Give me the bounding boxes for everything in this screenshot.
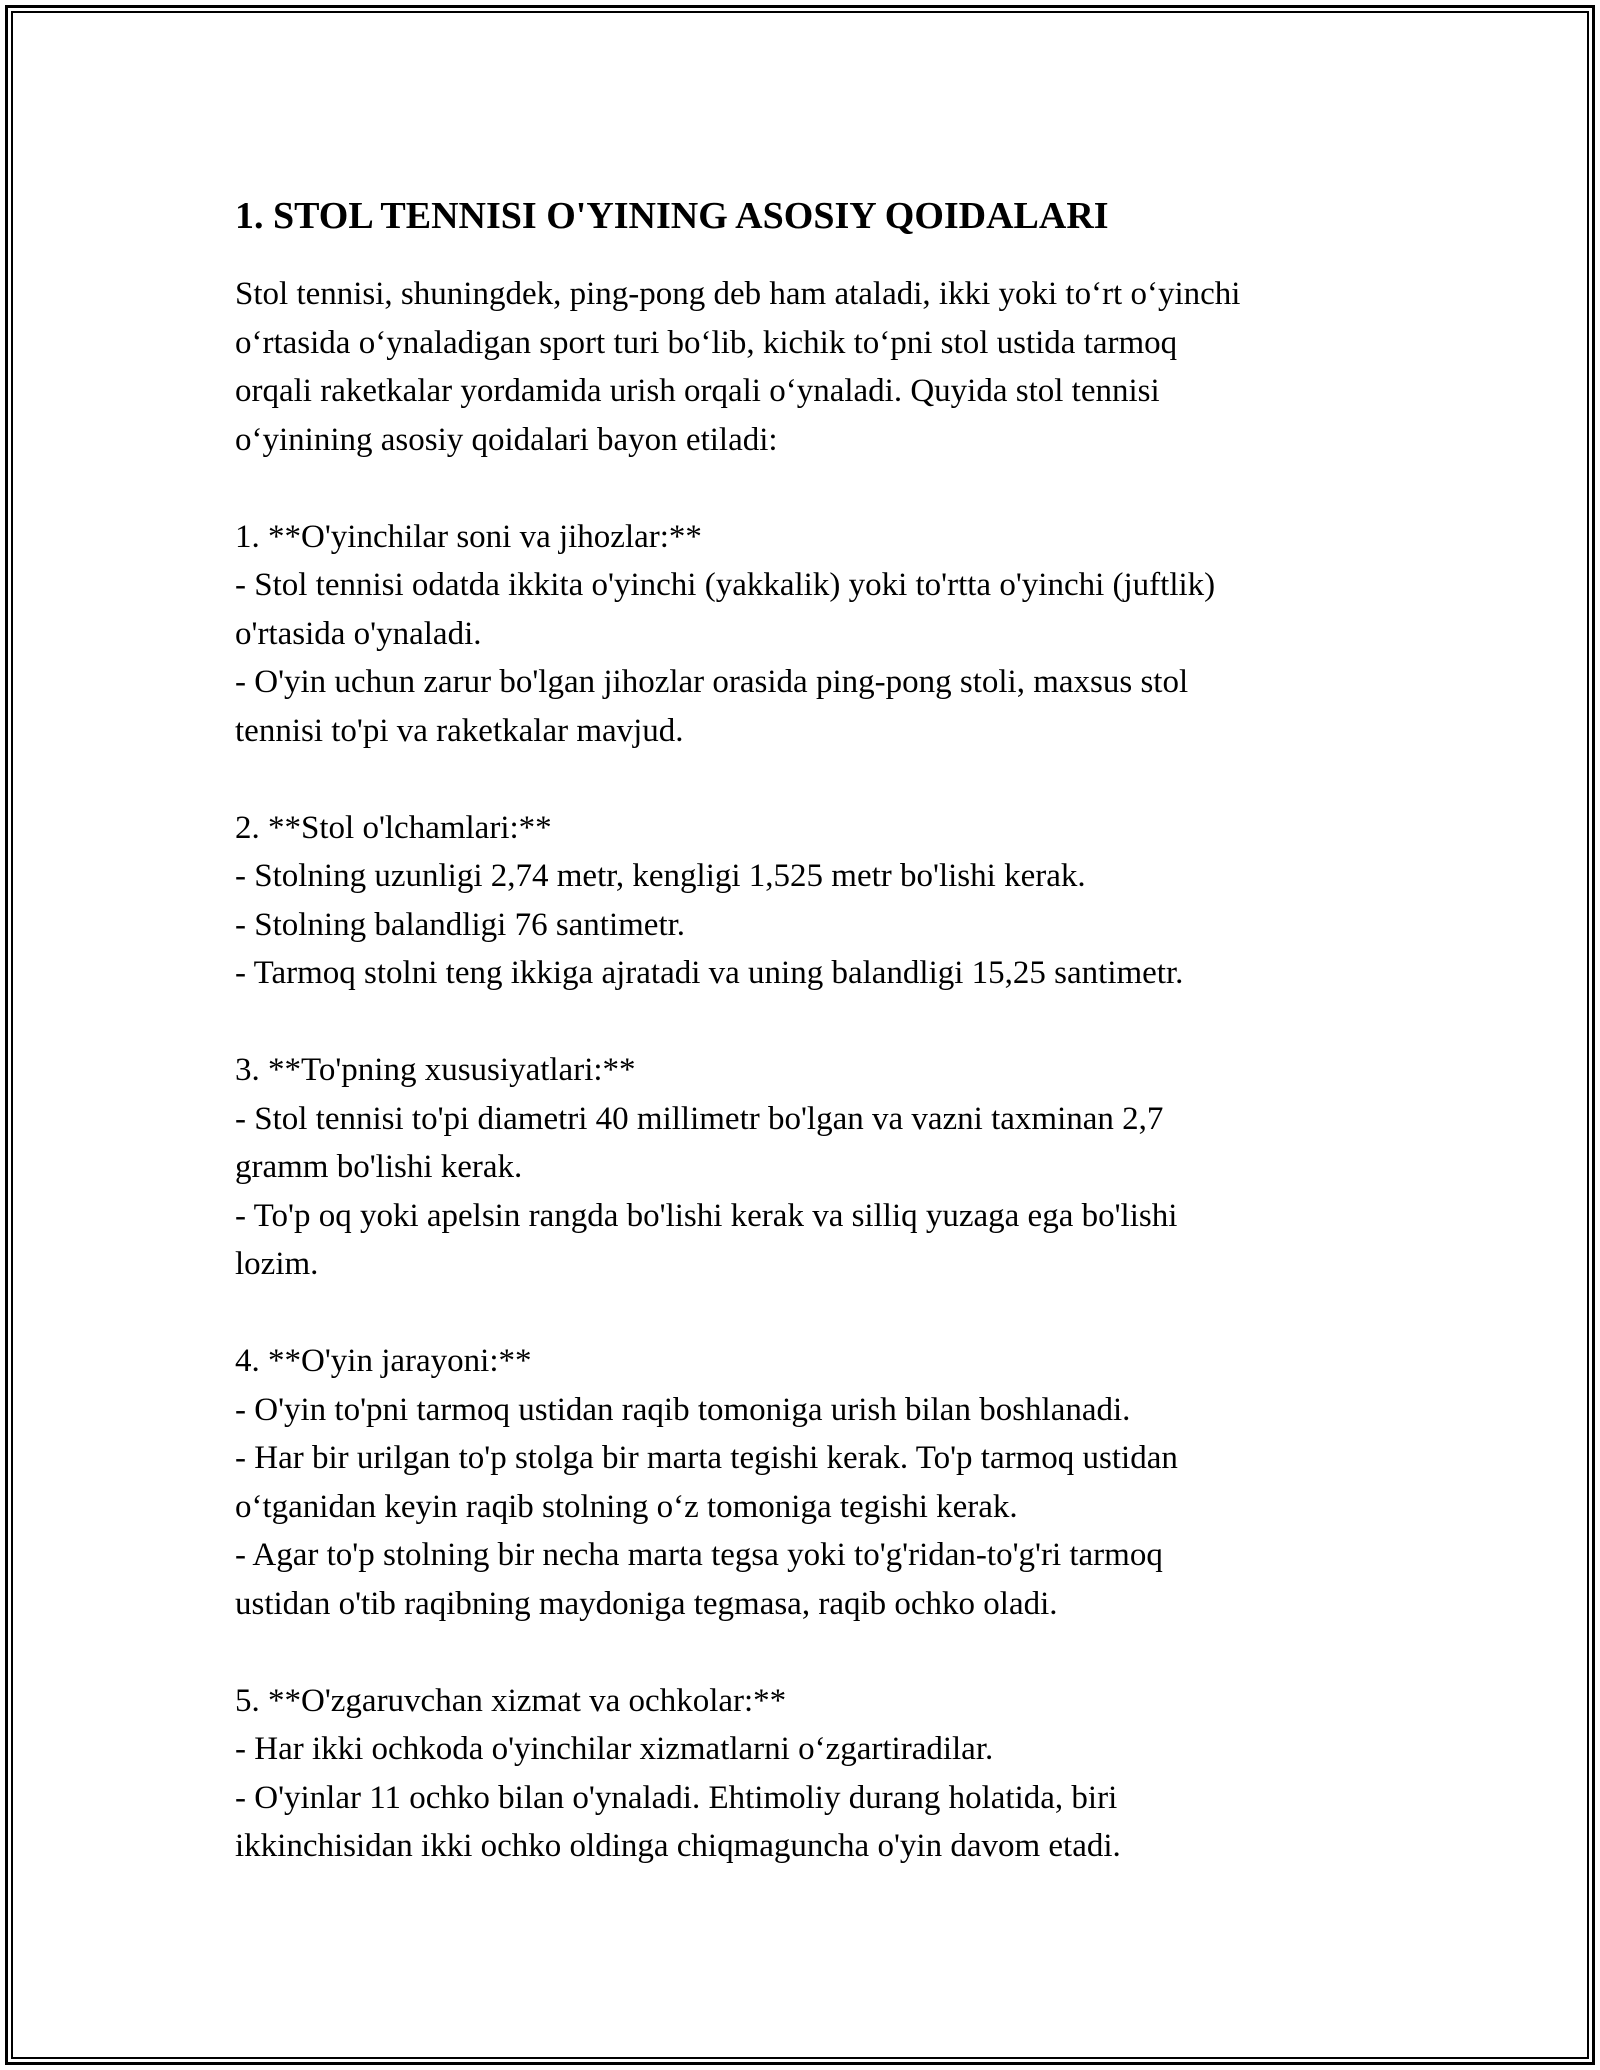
intro-line: o‘yinining asosiy qoidalari bayon etiladi: bbox=[235, 421, 778, 458]
section-line: - Agar to'p stolning bir necha marta tegsa yoki to'g'ridan-to'g'ri tarmoq bbox=[235, 1537, 1163, 1573]
section-line: - To'p oq yoki apelsin rangda bo'lishi kerak va silliq yuzaga ega bo'lishi bbox=[235, 1197, 1178, 1234]
section-line: ustidan o'tib raqibning maydoniga tegmasa, raqib ochko oladi. bbox=[235, 1585, 1058, 1622]
section-heading: 3. **To'pning xususiyatlari:** bbox=[235, 1052, 636, 1088]
intro-line: Stol tennisi, shuningdek, ping-pong deb ham ataladi, ikki yoki to‘rt o‘yinchi bbox=[235, 276, 1241, 312]
intro-paragraph bbox=[235, 270, 1375, 464]
section-line: - Tarmoq stolni teng ikkiga ajratadi va uning balandligi 15,25 santimetr. bbox=[235, 955, 1184, 991]
section-line: gramm bo'lishi kerak. bbox=[235, 1149, 523, 1185]
section-line: - Stolning balandligi 76 santimetr. bbox=[235, 906, 686, 943]
section-line: - O'yin to'pni tarmoq ustidan raqib tomoniga urish bilan boshlanadi. bbox=[235, 1391, 1131, 1428]
document-title: 1. STOL TENNISI O'YINING ASOSIY QOIDALARI bbox=[235, 195, 1109, 237]
section-line: - Har ikki ochkoda o'yinchilar xizmatlarni o‘zgartiradilar. bbox=[235, 1731, 994, 1767]
section-line: - Stol tennisi to'pi diametri 40 millimetr bo'lgan va vazni taxminan 2,7 bbox=[235, 1100, 1164, 1137]
section-line: - Stolning uzunligi 2,74 metr, kengligi 1,525 metr bo'lishi kerak. bbox=[235, 858, 1086, 894]
intro-line: orqali raketkalar yordamida urish orqali o‘ynaladi. Quyida stol tennisi bbox=[235, 373, 1160, 409]
document-body bbox=[235, 180, 1375, 1919]
section-heading: 1. **O'yinchilar soni va jihozlar:** bbox=[235, 518, 702, 555]
section-line: ikkinchisidan ikki ochko oldinga chiqmaguncha o'yin davom etadi. bbox=[235, 1828, 1121, 1864]
section-table-dimensions bbox=[235, 804, 1375, 998]
section-line: tennisi to'pi va raketkalar mavjud. bbox=[235, 712, 684, 749]
section-line: o‘tganidan keyin raqib stolning o‘z tomoniga tegishi kerak. bbox=[235, 1488, 1018, 1525]
section-line: lozim. bbox=[235, 1246, 319, 1282]
section-line: - O'yin uchun zarur bo'lgan jihozlar orasida ping-pong stoli, maxsus stol bbox=[235, 664, 1189, 700]
section-heading: 2. **Stol o'lchamlari:** bbox=[235, 809, 552, 846]
section-line: - Stol tennisi odatda ikkita o'yinchi (yakkalik) yoki to'rtta o'yinchi (juftlik) bbox=[235, 567, 1216, 603]
section-line: o'rtasida o'ynaladi. bbox=[235, 615, 482, 652]
section-line: - Har bir urilgan to'p stolga bir marta tegishi kerak. To'p tarmoq ustidan bbox=[235, 1440, 1178, 1476]
section-players-equipment bbox=[235, 513, 1375, 756]
section-line: - O'yinlar 11 ochko bilan o'ynaladi. Ehtimoliy durang holatida, biri bbox=[235, 1779, 1118, 1816]
section-service-points bbox=[235, 1677, 1375, 1871]
section-heading: 5. **O'zgaruvchan xizmat va ochkolar:** bbox=[235, 1682, 787, 1719]
intro-line: o‘rtasida o‘ynaladigan sport turi bo‘lib, kichik to‘pni stol ustida tarmoq bbox=[235, 324, 1178, 361]
section-heading: 4. **O'yin jarayoni:** bbox=[235, 1343, 532, 1379]
section-game-process bbox=[235, 1337, 1375, 1628]
section-ball-properties bbox=[235, 1046, 1375, 1289]
